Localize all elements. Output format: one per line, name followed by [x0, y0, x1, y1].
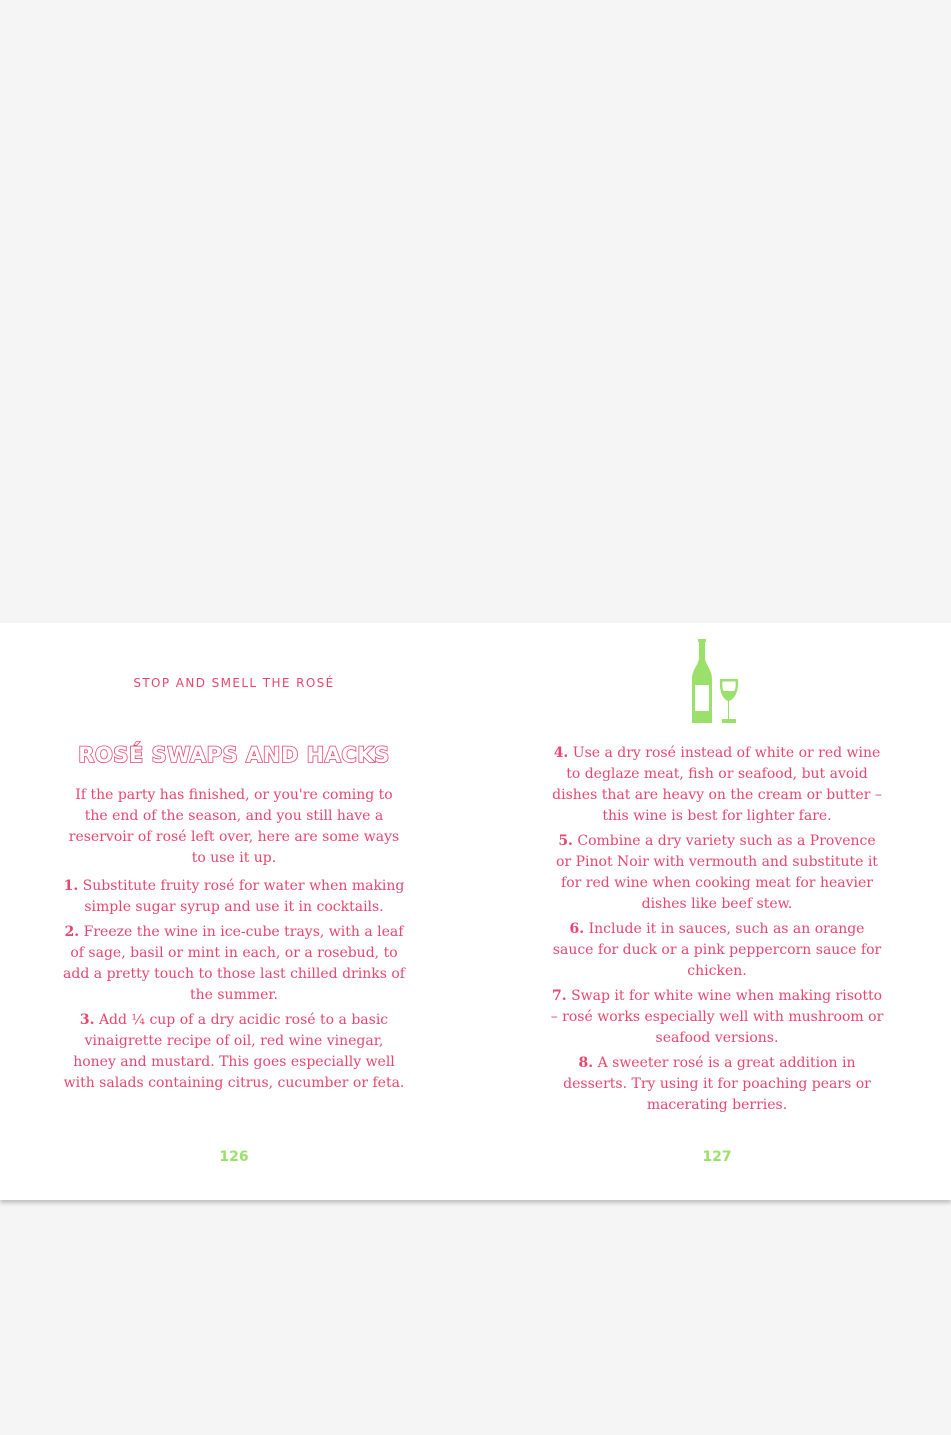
- item-text: Include it in sauces, such as an orange sauce for duck or a pink peppercorn sauce for chicken.: [552, 921, 882, 979]
- wine-bottle-and-glass-icon: [692, 639, 742, 725]
- list-item: [550, 919, 884, 982]
- item-text: Swap it for white wine when making risotto – rosé works especially well with mushroom or seafood versions.: [550, 988, 884, 1046]
- item-number: 7.: [552, 988, 567, 1004]
- item-number: 5.: [558, 833, 573, 849]
- list-item: [62, 876, 406, 918]
- item-text: Combine a dry variety such as a Provence or Pinot Noir with vermouth and substitute it for red wine when cooking meat for heavier dishes like beef stew.: [556, 833, 878, 912]
- running-head: STOP AND SMELL THE ROSÉ: [133, 676, 335, 690]
- list-item: [550, 743, 884, 827]
- list-item: [550, 986, 884, 1049]
- page-number: 127: [702, 1149, 732, 1165]
- page-number: 126: [219, 1149, 249, 1165]
- intro-paragraph: If the party has finished, or you're coming to the end of the season, and you still have a reservoir of rosé left over, here are some ways to use it up.: [68, 787, 400, 866]
- item-text: Freeze the wine in ice-cube trays, with a leaf of sage, basil or mint in each, or a rosebud, to add a pretty touch to those last chilled drinks of the summer.: [63, 924, 405, 1003]
- item-text: Use a dry rosé instead of white or red wine to deglaze meat, fish or seafood, but avoid dishes that are heavy on the cream or butter – this wine is best for lighter fare.: [552, 745, 882, 824]
- list-item: [550, 831, 884, 915]
- item-number: 6.: [569, 921, 585, 937]
- item-number: 2.: [64, 924, 80, 940]
- item-text: Add ¼ cup of a dry acidic rosé to a basic vinaigrette recipe of oil, red wine vinegar, honey and mustard. This goes especially well with salads containing citrus, cucumber or feta.: [63, 1012, 405, 1091]
- item-number: 4.: [553, 745, 569, 761]
- hacks-list-right: [550, 743, 884, 1120]
- hacks-list-left: [62, 876, 406, 1098]
- item-number: 8.: [578, 1055, 594, 1071]
- left-page: [0, 623, 475, 1200]
- item-number: 1.: [63, 878, 79, 894]
- list-item: [62, 1010, 406, 1094]
- book-spread: [0, 623, 951, 1200]
- section-title: ROSÉ SWAPS AND HACKS: [78, 743, 390, 767]
- item-text: A sweeter rosé is a great addition in desserts. Try using it for poaching pears or macerating berries.: [563, 1055, 871, 1113]
- right-page: [476, 623, 951, 1200]
- item-text: Substitute fruity rosé for water when making simple sugar syrup and use it in cocktails.: [82, 878, 405, 915]
- item-number: 3.: [79, 1012, 95, 1028]
- list-item: [550, 1053, 884, 1116]
- list-item: [62, 922, 406, 1006]
